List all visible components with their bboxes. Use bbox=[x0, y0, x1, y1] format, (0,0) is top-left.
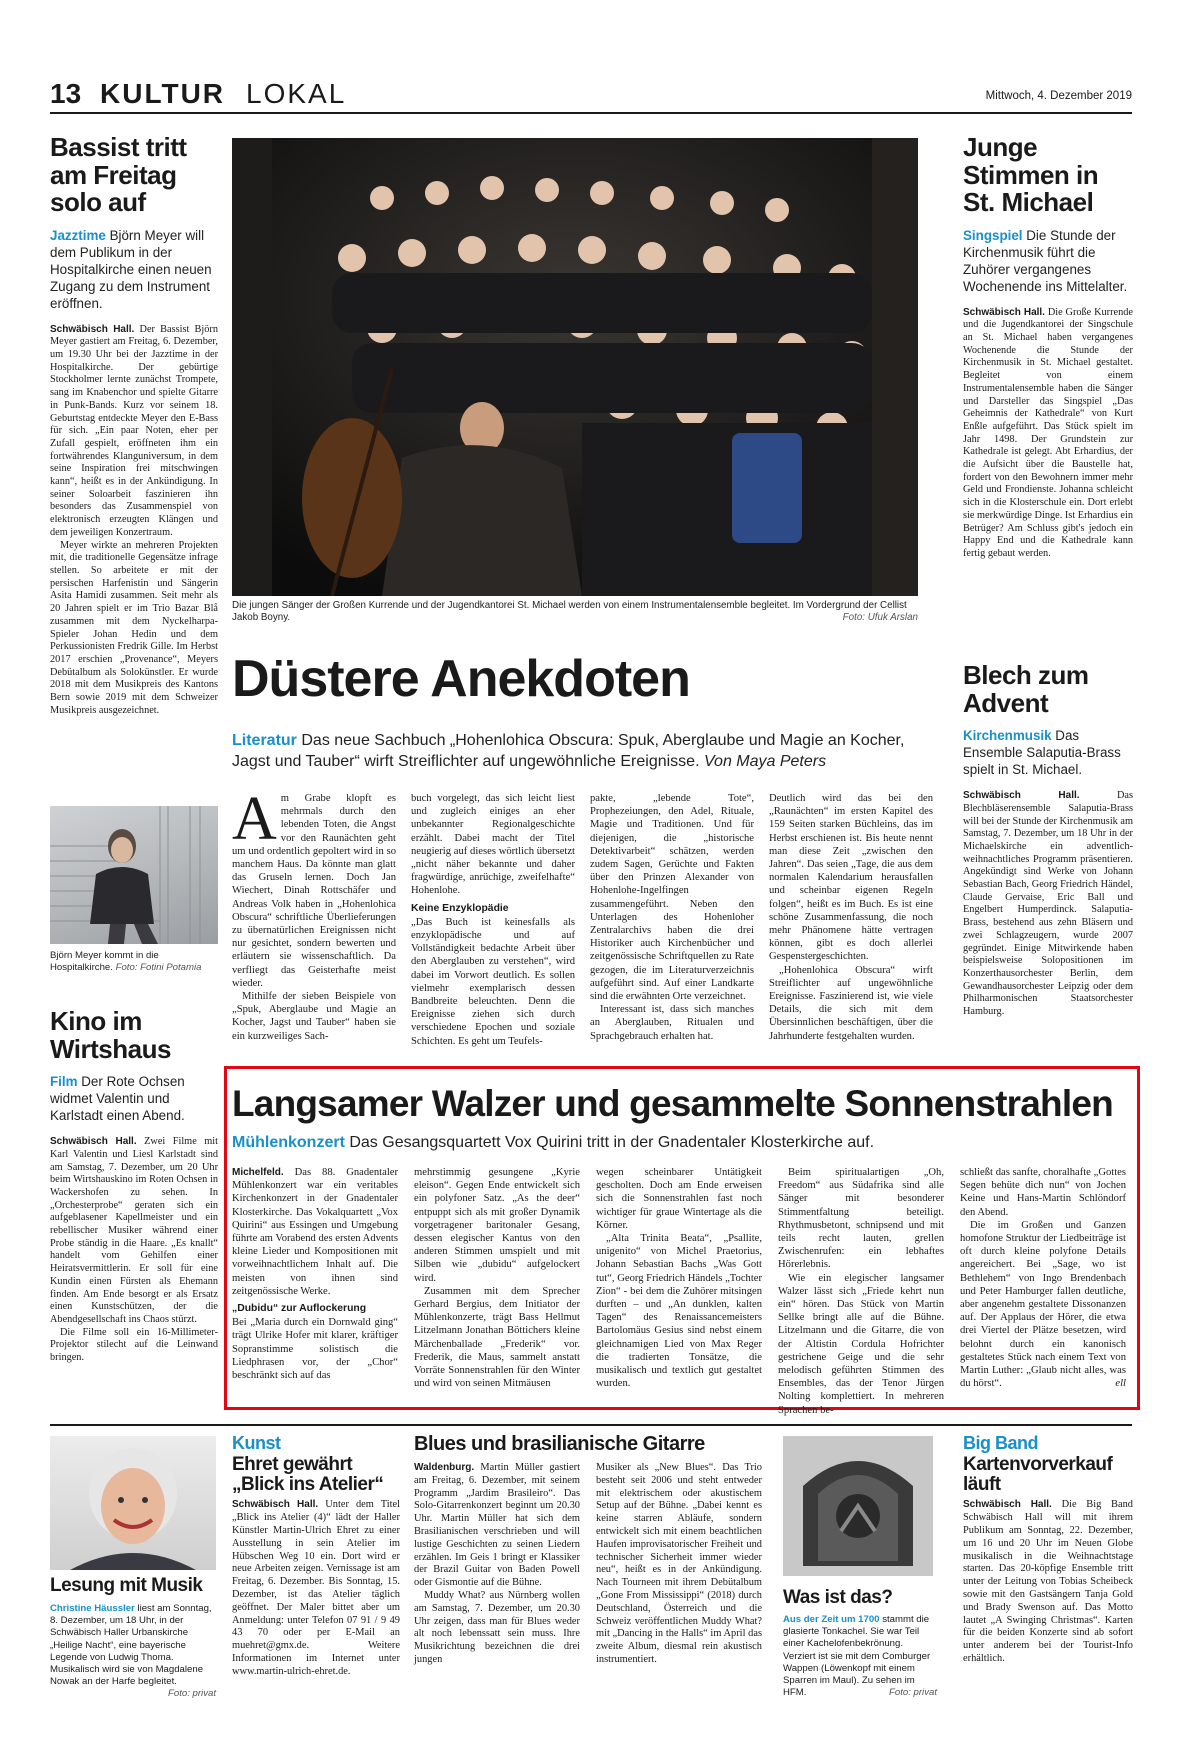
article-headline-blues: Blues und brasilianische Gitarre bbox=[414, 1433, 705, 1455]
article-column bbox=[232, 1166, 398, 1382]
paragraph: Der Bassist Björn Meyer gastiert am Freitag, 6. Dezember, um 19.30 Uhr bei der Jazztime in der Hospitalkirche. Der gebürtige Stockholmer lernte zunächst Trompete, sang im Knabenchor und spielte Gitarre in Punk-Bands. Kurz vor seinem 18. Geburtstag entdeckte Meyer den E-Bass für sich. „Ein paar Noten, eher per Zufall gespielt, eröffneten ihm ein fortwährendes Klanguniversum, in dem seine Inspiration frei mitschwingen kann“, heißt es in der Ankündigung. In seiner Soloarbeit faszinieren ihn besonders das Zusammenspiel von elektronisch erzeugten Klängen und dem jeweiligen Konzertraum. bbox=[50, 323, 218, 538]
article-headline: Blech zum Advent bbox=[963, 660, 1089, 718]
article-headline: Bassist tritt am Freitag solo auf bbox=[50, 132, 187, 218]
article-teaser bbox=[963, 227, 1133, 295]
article-body bbox=[963, 790, 1133, 1019]
article-kunst bbox=[232, 1434, 400, 1678]
article-text bbox=[50, 1603, 216, 1701]
photo-credit: Foto: Ufuk Arslan bbox=[842, 612, 918, 623]
article-column bbox=[590, 792, 754, 1043]
teaser-text: Das Gesangsquartett Vox Quirini tritt in der Gnadentaler Klosterkirche auf. bbox=[349, 1134, 875, 1151]
caption-text: Björn Meyer kommt in die Hospitalkirche. bbox=[50, 950, 159, 973]
article-body bbox=[963, 307, 1133, 561]
article-column bbox=[778, 1166, 944, 1417]
paragraph: schließt das sanfte, choralhafte „Gottes Segen behüte dich nun“ von Jochen Keine und Hans-Martin Schlöndorf den Abend. bbox=[960, 1167, 1126, 1218]
article-headline: Kino im Wirtshaus bbox=[50, 1006, 171, 1064]
article-teaser bbox=[50, 227, 218, 312]
paragraph: wegen scheinbarer Untätigkeit gescholten. Doch am Ende erweisen sich die Sonnenstrahlen fast noch wichtiger für graue Wintertage als die Körner. bbox=[596, 1167, 762, 1231]
paragraph: Das 88. Gnadentaler Mühlenkonzert war ein veritables Kirchenkonzert in der Gnadentaler Klosterkirche. Das Vokalquartett „Vox Quirini“ aus Essingen und Umgebung führte am Vorabend des ersten Advents kleine Lieder und Kompositionen mit vorweihnachtlichem Inhalt auf. Die meisten von ihnen sind zeitgenössische Werke. bbox=[232, 1167, 399, 1297]
paragraph: Beim spiritualartigen „Oh, Freedom“ aus Südafrika sind alle Sänger mit besonderer Stimmentfaltung beteiligt. Rhythmusbetont, schnipsend und mit teils recht lauten, grellen Zwischenrufen: ein lebhaftes Hörerlebnis. bbox=[778, 1167, 944, 1271]
teaser-text: Der Rote Ochsen widmet Valentin und Karlstadt einen Abend. bbox=[50, 1074, 185, 1124]
header-rule bbox=[50, 112, 1132, 114]
article-teaser-walzer bbox=[232, 1134, 1122, 1151]
article-headline-walzer: Langsamer Walzer und gesammelte Sonnenstrahlen bbox=[232, 1083, 1113, 1124]
tile-illustration bbox=[783, 1436, 933, 1576]
dateline: Schwäbisch Hall. bbox=[963, 306, 1045, 318]
photo-credit: Foto: privat bbox=[889, 1687, 937, 1699]
article-headline-duestere: Düstere Anekdoten bbox=[232, 650, 690, 708]
dateline: Schwäbisch Hall. bbox=[50, 323, 135, 335]
article-body bbox=[50, 1136, 218, 1365]
photo-christine-haeussler bbox=[50, 1436, 216, 1570]
article-body bbox=[232, 1499, 400, 1678]
article-column bbox=[411, 792, 575, 1048]
paragraph: Wie ein elegischer langsamer Walzer lässt sich „Friede kehrt nun ein“ hören. Das Stück von Martin Sellke bringt alle auf die Bühne. Litzelmann und die Gitarre, die von der Altistin Cordula Hofrichter gestrichene Geige und die sehr melodisch geführten Stimmen des Ensembles, das der Tenor Jürgen Nolting komplettiert. In mehreren Sprachen be- bbox=[778, 1272, 944, 1416]
article-body bbox=[50, 324, 218, 718]
article-kicker: Film bbox=[50, 1074, 78, 1090]
author-signature: ell bbox=[1115, 1378, 1126, 1390]
dateline: Schwäbisch Hall. bbox=[50, 1136, 137, 1148]
article-bigband bbox=[963, 1434, 1133, 1666]
page-number: 13 bbox=[50, 78, 82, 109]
paragraph: „Alta Trinita Beata“, „Psallite, unigenito“ von Michel Praetorius, Johann Sebastian Bachs „Was Gott tut“, Georg Friedrich Händels „Tochter Zion“ - bei dem die Zuhörer mitsingen durften – und „An dunklen, kalten Tagen“ des Renaissancemeisters Bartolomäus Gesius sind nebst einem gleichnamigen Lied von Max Reger die tradierten Tonsätze, die musikalisch und textlich gut gestaltet wurden. bbox=[596, 1233, 762, 1390]
article-kicker: Kunst bbox=[232, 1433, 281, 1453]
article-kicker: Big Band bbox=[963, 1433, 1038, 1453]
paragraph: Das Blechbläserensemble Salaputia-Brass will bei der Stunde der Kirchenmusik am Samstag, 7. Dezember, um 18 Uhr in der Michaelskirche ein adventlich-weihnachtliches Programm präsentieren. Angekündigt sind Werke von Johann Sebastian Bach, Georg Friedrich Händel, Claude Gervaise, Eric Ball und Engelbert Humperdinck. Salaputia-Brass, bestehend aus zehn Bläsern und zwei Schlagzeugern, wurde 2007 gegründet. Einige Mitwirkende haben beispielsweise Solopositionen im Konzerthausorchester Berlin, dem Gewandhausorchester Leipzig oder dem Philharmonischen Staatsorchester Hamburg. bbox=[963, 790, 1133, 1018]
article-body bbox=[963, 1499, 1133, 1665]
text: stammt die glasierte Tonkachel. Sie war Teil einer Kachelofenbekrönung. Verziert ist sie mit dem Comburger Wappen (Löwenkopf mit einem Sparren im Maul). Zu sehen im HFM. bbox=[783, 1614, 931, 1699]
caption-text: Die jungen Sänger der Großen Kurrende und der Jugendkantorei St. Michael werden von einem Instrumentalensemble begleitet. Im Vordergrund der Cellist Jakob Boyny. bbox=[232, 600, 907, 623]
portrait-illustration bbox=[50, 1436, 216, 1570]
drop-cap: A bbox=[232, 785, 277, 853]
article-column bbox=[769, 792, 933, 1043]
article-bassist bbox=[50, 134, 218, 717]
paragraph: Mithilfe der sieben Beispiele von „Spuk, Aberglaube und Magie an Kocher, Jagst und Tauber“ haben sie ein kurzweiliges Sach- bbox=[232, 991, 396, 1042]
section-title: KULTUR bbox=[100, 78, 226, 109]
article-headline: Lesung mit Musik bbox=[50, 1575, 203, 1596]
main-photo-caption bbox=[232, 600, 918, 624]
teaser-text: Die Stunde der Kirchenmusik führt die Zuhörer vergangenes Wochenende ins Mittelalter. bbox=[963, 227, 1128, 294]
photo-choir bbox=[232, 138, 918, 596]
paragraph: Meyer wirkte an mehreren Projekten mit, die traditionelle Gegensätze infrage stellen. So arbeitete er mit der persischen Harfenistin und Sängerin Asita Hamidi zusammen. Seit mehr als 20 Jahren spielt er im Trio Bazar Blå zusammen mit dem Nyckelharpa-Spieler Johan Hedin und dem Perkussionisten Fredrik Gille. Im Herbst 2017 erschien „Provenance“, Meyers Debütalbum als Solokünstler. Er wurde 2018 mit dem Musikpreis des Kantons Bern sowie 2019 mit dem Schweizer Musikpreis ausgezeichnet. bbox=[50, 539, 218, 716]
paragraph: pakte, „lebende Tote“, Prophezeiungen, den Adel, Rituale, Magie und Traditionen. Und für diejenigen, die „historische Detektivarbeit“ schätzen, werden zudem Sagen, Gerüchte und Fakten über den Prinzen Alexander von Hohenlohe-Ingelfingen zusammengeführt. Neben den Unterlagen des Hohenloher Zentralarchivs haben die drei Historiker auch Kirchenbücher und zeitgenössische Schriftquellen zu Rate gezogen, die im Literaturverzeichnis aufgeführt sind. Auf einer Landkarte sind die erwähnten Orte verzeichnet. bbox=[590, 793, 754, 1003]
article-teaser-duestere bbox=[232, 730, 918, 772]
subheading: Keine Enzyklopädie bbox=[411, 902, 509, 914]
article-text bbox=[783, 1614, 937, 1699]
subheading: „Dubidu“ zur Auflockerung bbox=[232, 1303, 367, 1315]
article-headline: Was ist das? bbox=[783, 1587, 893, 1608]
paragraph: Die Große Kurrende und die Jugendkantorei der Singschule an St. Michael haben vergangenes Wochenende die Stunde der Kirchenmusik in St. Michael gestaltet. Begleitet von einem Instrumentalensemble haben die Sänger und Darsteller das Singspiel „Das Geheimnis der Kathedrale“ von Kurt Enßle aufgeführt. Das Stück spielt im Jahr 1498. Der Grundstein zur Kathedrale ist gelegt. Abt Erhardius, der die Aufsicht über die Baustelle hat, fordert von den Bewohnern immer mehr Geld und Frondienste. Johanna schleicht sich in die Klosterschule ein. Dort erlebt sie merkwürdige Dinge. Ist Erhardius ein Betrüger? Am Schluss gibt's jedoch ein Happy End und die Kathedrale kann fertig gebaut werden. bbox=[963, 306, 1133, 559]
paragraph: Zwei Filme mit Karl Valentin und Liesl Karlstadt sind am Samstag, 7. Dezember, um 20 Uhr beim Wirtshauskino im Roten Ochsen in Wackershofen zu sehen. In „Orchesterprobe“ geraten sich ein aufgeblasener Kapellmeister und ein rebellischer Musiker während einer Probe ständig in die Haare. „Es knallt“ handelt vom Gehilfen einer Heiratsvermittlerin. Er soll für eine Kundin einen Fürsten als Ehemann finden. Am Ende besorgt er als Ersatz einen Kunstschützen, der die Abendgesellschaft ins Chaos stürzt. bbox=[50, 1136, 218, 1325]
teaser-text: Björn Meyer will dem Publikum in der Hospitalkirche einen neuen Zugang zu dem Instrument eröffnen. bbox=[50, 227, 212, 311]
article-column bbox=[596, 1462, 762, 1667]
paragraph: buch vorgelegt, das sich leicht liest und zugleich einiges an eher unbekannter Regionalgeschichte erzählt. Dabei macht der Titel neugierig auf dieses wörtlich übersetzt „nicht näher bekannte und daher fragwürdige, anrüchige, zweifelhafte“ Hohenlohe. bbox=[411, 793, 575, 897]
article-column bbox=[414, 1166, 580, 1390]
paragraph: „Das Buch ist keinesfalls als enzyklopädische und auf Vollständigkeit bedachte Arbeit über den Aberglauben zu verstehen“, wird dabei im Vorwort deutlich. Es sollen vielmehr exemplarisch dessen Bandbreite beleuchten. Denn die Ereignisse ziehen sich durch verschiedene Epochen und soziale Schichten. Es geht um Teufels- bbox=[411, 916, 575, 1047]
article-kino bbox=[50, 1008, 218, 1365]
paragraph: Die im Großen und Ganzen homofone Struktur der Liedbeiträge ist oft durch kleine polyfone Details angereichert. Bei „Sage, wo ist Bethlehem“ von Ingo Brendenbach und Peter Hamburger fallen deutliche, aber angenehm gestaltete Dissonanzen auf. Der Applaus der Hörer, die etwa drei Viertel der Plätze besetzen, wird belohnt durch ein kanonisch gestaltetes Stück nach einem Text von Martin Luther: „Glaub nicht alles, was du hörst“. bbox=[960, 1219, 1126, 1390]
photo-credit: Foto: privat bbox=[168, 1688, 216, 1700]
dateline: Schwäbisch Hall. bbox=[963, 1499, 1052, 1511]
article-column bbox=[960, 1166, 1126, 1390]
teaser-text: Das Ensemble Salaputia-Brass spielt in St. Michael. bbox=[963, 728, 1121, 778]
paragraph: Musiker als „New Blues“. Das Trio besteht seit 2006 und steht entweder mit elektrischem oder akustischem Setup auf der Bühne. „Dabei kennt es keine starren Abläufe, sondern entwickelt sich mit einem beachtlichen Haufen improvisatorischer Freiheit und technischer Sicherheit immer wieder neu“, heißt es in der Ankündigung. Nach Tourneen mit ihrem Debütalbum „Gone From Mississippi“ (2018) durch Deutschland, Österreich und die Schweiz veröffentlichen Muddy What? mit „Dancing in the Halls“ im April das zweite Album, diesmal rein akustisch instrumentiert. bbox=[596, 1462, 762, 1665]
article-kicker: Singspiel bbox=[963, 227, 1023, 243]
article-headline: Ehret gewährt „Blick ins Atelier“ bbox=[232, 1454, 384, 1496]
photo-credit: Foto: Fotini Potamia bbox=[115, 962, 202, 973]
dateline: Waldenburg. bbox=[414, 1462, 475, 1473]
text: liest am Sonntag, 8. Dezember, um 18 Uhr, in der Schwäbisch Haller Urbanskirche „Heilige Nacht“, eine bayerische Legende von Ludwig Thoma. Musikalisch wird sie von Magdalene Nowak an der Harfe begleitet. bbox=[50, 1603, 212, 1688]
article-teaser bbox=[963, 727, 1133, 778]
article-kicker: Mühlenkonzert bbox=[232, 1134, 345, 1151]
paragraph: Zusammen mit dem Sprecher Gerhard Bergius, dem Initiator der Mühlenkonzerte, trägt Bass Hellmut Litzelmann Jonathan Böttichers kleine Märchenballade „Frederik“ vor. Frederik, die Maus, sammelt anstatt Vorräte Sonnenstrahlen für den Winter und wird von seinen Mitmäusen bbox=[414, 1285, 580, 1390]
person-name: Christine Häussler bbox=[50, 1603, 135, 1614]
paragraph: mehrstimmig gesungene „Kyrie eleison“. Gegen Ende entwickelt sich ein polyfoner Satz. „As the deer“ entpuppt sich als mit großer Dynamik vorgetragener baritonaler Gesang, dessen elegischer Kantus von den anderen Stimmen umspielt und mit Silben wie „dubidu“ aufgelockert wird. bbox=[414, 1167, 580, 1284]
issue-date: Mittwoch, 4. Dezember 2019 bbox=[985, 90, 1132, 102]
paragraph: „Hohenlohica Obscura“ wirft Streiflichter auf ungewöhnliche Ereignisse. Faszinierend ist, wie viele Details, die sich mit dem Übersinnlichen beschäftigen, über die Jahrhunderte festgehalten wurden. bbox=[769, 964, 933, 1042]
article-junge-stimmen bbox=[963, 134, 1133, 561]
stairs-illustration bbox=[50, 806, 218, 944]
photo-caption bbox=[50, 950, 218, 974]
paragraph: Bei „Maria durch ein Dornwald ging“ trägt Ulrike Hofer mit klarer, kräftiger Sopranstimme solistisch die Liedphrasen vor, der „Chor“ beschränkt sich auf das bbox=[232, 1317, 398, 1382]
page-header bbox=[50, 78, 1132, 114]
article-column bbox=[414, 1462, 580, 1667]
article-column bbox=[596, 1166, 762, 1390]
paragraph: Deutlich wird das bei den „Raunächten“ im ersten Kapitel des 159 Seiten starken Büchleins, das im Herbst erschienen ist. Bis heute nennt man diese Zeit „zwischen den Jahren“. Das seien „Tage, die aus dem normalen Kalendarium herausfallen und scheinbar eigenen Regeln folgen“, heißt es im Buch. Es ist eine schöne Zusammenfassung, die noch mehr Phänomene hätte vertragen können, gibt es doch allerlei Gespenstergeschichten. bbox=[769, 793, 933, 963]
article-column bbox=[232, 785, 396, 1043]
paragraph: Unter dem Titel „Blick ins Atelier (4)“ lädt der Haller Künstler Martin-Ulrich Ehret zu einer Ausstellung in sein Atelier im Hübschen Weg 10 ein. Dort wird er neue Arbeiten zeigen. Vernissage ist am Freitag, 6. Dezember. Bis Sonntag, 15. Dezember, ist das Atelier täglich geöffnet. Der Maler bittet aber um Anmeldung: unter Telefon 07 91 / 9 49 43 70 oder per E-Mail an muehret@gmx.de. Weitere Informationen im Internet unter www.martin-ulrich-ehret.de. bbox=[232, 1499, 400, 1677]
paragraph: m Grabe klopft es mehrmals durch den lebenden Toten, die Angst vor den Raunächten geht um und ordentlich gepoltert wird in so manchem Haus. Da könnte man glatt das Gruseln lernen. Doch Jan Wiechert, Dinah Rottschäfer und Andreas Volk haben in „Hohenlohica Obscura“ schriftliche Überlieferungen zu übernatürlichen Ereignissen nicht nur gesichtet, sondern bewerten und erläutern sie wissenschaftlich. Da verfliegt das Geisterhafte meist wieder. bbox=[232, 793, 396, 989]
article-headline: Kartenvorverkauf läuft bbox=[963, 1454, 1113, 1496]
photo-bjoern-meyer bbox=[50, 806, 218, 944]
article-kicker: Aus der Zeit um 1700 bbox=[783, 1614, 880, 1625]
article-blech bbox=[963, 662, 1133, 1019]
paragraph: Interessant ist, dass sich manches an Aberglauben, Ritualen und Sprachgebrauch erhalten hat. bbox=[590, 1004, 754, 1042]
author: Von Maya Peters bbox=[703, 753, 827, 770]
photo-tonkachel bbox=[783, 1436, 933, 1576]
paragraph: Martin Müller gastiert am Freitag, 6. Dezember, mit seinem Programm „Jardim Brasileiro“. Das Solo-Gitarrenkonzert beginnt um 20.30 Uhr. Martin Müller hat sich dem Brasilianischen verschrieben und will lustige Geschichten zu seinen Liedern erzählen. Im Geis 1 bringt er Klassiker der Brazil Guitar von Baden Powell oder Gismontie auf die Bühne. bbox=[414, 1462, 580, 1589]
paragraph: Die Big Band Schwäbisch Hall will mit ihrem Publikum am Sonntag, 22. Dezember, um 16 und 20 Uhr im Neuen Globe musikalisch in die Weihnachtstage starten. Das 20-köpfige Ensemble tritt unter der Leitung von Tobias Scheibeck sowie mit den Gastsängern Tanja Gold und Brady Swenson auf. Das Motto lautet „A Swinging Christmas“. Karten für die beiden Konzerte sind ab sofort unter anderem bei der Tourist-Info erhältlich. bbox=[963, 1499, 1133, 1664]
dateline: Schwäbisch Hall. bbox=[963, 790, 1080, 802]
subsection-title: LOKAL bbox=[246, 78, 347, 109]
teaser-text: Das neue Sachbuch „Hohenlohica Obscura: Spuk, Aberglaube und Magie an Kocher, Jagst und Tauber“ wirft Streiflichter auf ungewöhnliche Ereignisse. bbox=[232, 732, 905, 770]
paragraph: Muddy What? aus Nürnberg wollen am Samstag, 7. Dezember, um 20.30 Uhr zeigen, dass man für Blues weder alt noch lebenssatt sein muss. Ihre Musikrichtung bezeichnen die drei jungen bbox=[414, 1589, 580, 1665]
article-headline: Junge Stimmen in St. Michael bbox=[963, 132, 1099, 218]
article-kicker: Jazztime bbox=[50, 227, 106, 243]
choir-illustration bbox=[232, 138, 918, 596]
article-kicker: Kirchenmusik bbox=[963, 728, 1052, 744]
article-kicker: Literatur bbox=[232, 732, 297, 749]
article-teaser bbox=[50, 1073, 218, 1124]
paragraph: Die Filme soll ein 16-Millimeter-Projektor stilecht auf die Leinwand bringen. bbox=[50, 1326, 218, 1364]
dateline: Schwäbisch Hall. bbox=[232, 1499, 319, 1511]
dateline: Michelfeld. bbox=[232, 1167, 284, 1178]
section-rule bbox=[50, 1424, 1132, 1426]
